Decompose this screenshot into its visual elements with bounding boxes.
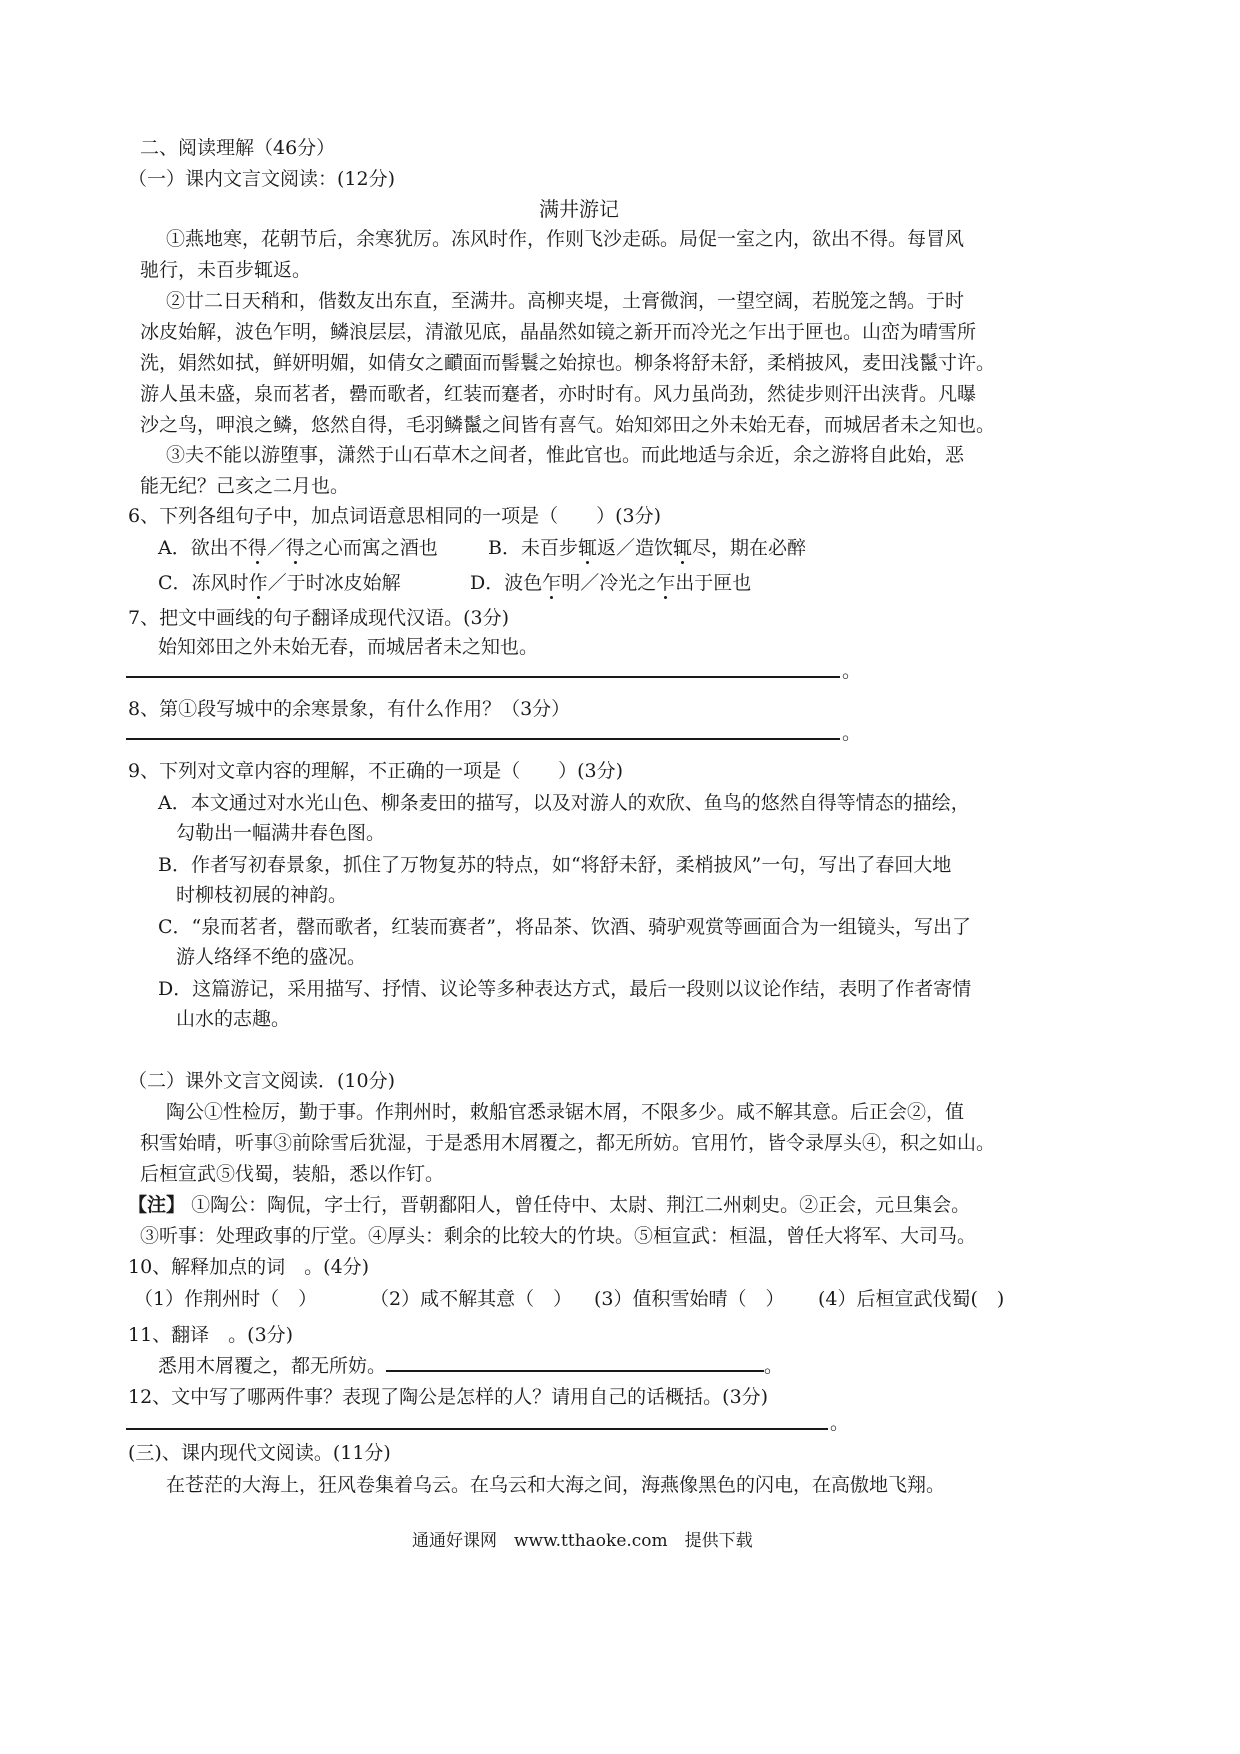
option-text: 尽，期在必醉 xyxy=(692,537,807,559)
q12-stem: 12、文中写了哪两件事？表现了陶公是怎样的人？请用自己的话概括。(3分) xyxy=(128,1386,769,1408)
option-text: A．欲出不 xyxy=(158,537,248,559)
option-text: 之心而寓之酒也 xyxy=(304,537,438,559)
passage2-line: 陶公①性检厉，勤于事。作荆州时，敕船官悉录锯木屑，不限多少。咸不解其意。后正会②，值 xyxy=(166,1101,965,1123)
passage1-line: ③夫不能以游堕事，潇然于山石草木之间者，惟此官也。而此地适与余近，余之游将自此始，恶 xyxy=(166,444,965,466)
note-line xyxy=(128,1192,970,1218)
page-footer: 通通好课网 www.tthaoke.com 提供下载 xyxy=(412,1531,753,1551)
q6-stem: 6、下列各组句子中，加点词语意思相同的一项是（ ）(3分) xyxy=(128,505,662,527)
option-text: 出于匣也 xyxy=(675,572,752,594)
q11-sentence: 悉用木屑覆之，都无所妨。 xyxy=(158,1355,387,1377)
q12-answer-line[interactable] xyxy=(126,1428,828,1430)
period-mark: 。 xyxy=(842,660,862,682)
q7-sentence: 始知郊田之外未始无春，而城居者未之知也。 xyxy=(158,636,539,658)
dotted-word: 辄 xyxy=(673,537,693,559)
q8-stem: 8、第①段写城中的余寒景象，有什么作用？（3分） xyxy=(128,698,571,720)
q9-option-line: B．作者写初春景象，抓住了万物复苏的特点，如“将舒未舒，柔梢披风”一句，写出了春回大地 xyxy=(158,854,952,876)
section-title: 二、阅读理解（46分） xyxy=(140,137,336,159)
passage1-line: 冰皮始解，波色乍明，鳞浪层层，清澈见底，晶晶然如镜之新开而冷光之乍出于匣也。山峦为晴雪所 xyxy=(140,321,977,343)
passage1-line: 洗，娟然如拭，鲜妍明媚，如倩女之靧面而髻鬟之始掠也。柳条将舒未舒，柔梢披风，麦田浅鬣寸许。 xyxy=(140,352,996,374)
dotted-word: 辄 xyxy=(577,537,597,559)
passage1-line: 驰行，未百步辄返。 xyxy=(140,259,312,281)
option-text: ／于时冰皮始解 xyxy=(267,572,401,594)
q10-item: (3）值积雪始晴（ ） xyxy=(594,1288,785,1310)
q9-stem: 9、下列对文章内容的理解，不正确的一项是（ ）(3分) xyxy=(128,760,624,782)
q9-option-line: 勾勒出一幅满井春色图。 xyxy=(176,822,386,844)
q10-stem: 10、解释加点的词 。(4分) xyxy=(128,1256,370,1278)
q7-stem: 7、把文中画线的句子翻译成现代汉语。(3分) xyxy=(128,607,510,629)
q9-option-line: 游人络绎不绝的盛况。 xyxy=(176,946,367,968)
option-text: B．未百步 xyxy=(488,537,578,559)
q10-item: (4）后桓宣武伐蜀( ) xyxy=(818,1288,1005,1310)
q9-option-line: 山水的志趣。 xyxy=(176,1008,291,1030)
dotted-word: 作 xyxy=(248,572,268,594)
passage1-line: ②廿二日天稍和，偕数友出东直，至满井。高柳夹堤，土膏微润，一望空阔，若脱笼之鹄。于时 xyxy=(166,290,965,312)
passage2-line: 积雪始晴，听事③前除雪后犹湿，于是悉用木屑覆之，都无所妨。官用竹，皆令录厚头④，积之如山。 xyxy=(140,1132,996,1154)
option-text: C．冻风时 xyxy=(158,572,249,594)
passage1-line: 能无纪？己亥之二月也。 xyxy=(140,475,350,497)
q8-answer-line[interactable] xyxy=(126,738,840,740)
q9-option-line: C．“泉而茗者，罄而歌者，红装而赛者”，将品茶、饮酒、骑驴观赏等画面合为一组镜头，写出了 xyxy=(158,916,971,938)
q10-item: （2）咸不解其意（ ） xyxy=(370,1288,573,1310)
part3-heading: (三)、课内现代文阅读。(11分) xyxy=(128,1442,391,1464)
q11-sentence-row xyxy=(158,1352,783,1379)
part1-heading: （一）课内文言文阅读：(12分) xyxy=(128,168,396,190)
passage1-line: 沙之鸟，呷浪之鳞，悠然自得，毛羽鳞鬣之间皆有喜气。始知郊田之外未始无春，而城居者未之知也。 xyxy=(140,414,996,436)
passage2-line: 后桓宣武⑤伐蜀，装船，悉以作钉。 xyxy=(140,1163,445,1185)
dotted-word: 乍 xyxy=(656,572,676,594)
q7-answer-line[interactable] xyxy=(126,676,840,678)
period-mark: 。 xyxy=(842,722,862,744)
q10-item: （1）作荆州时（ ） xyxy=(134,1288,318,1310)
dotted-word: 得 xyxy=(247,537,267,559)
option-text: ／ xyxy=(266,537,286,559)
q11-answer-line[interactable] xyxy=(386,1352,764,1372)
note-text: ①陶公：陶侃，字士行，晋朝鄱阳人，曾任侍中、太尉、荆江二州刺史。②正会，元旦集会。 xyxy=(191,1194,971,1216)
option-text: D．波色 xyxy=(470,572,543,594)
passage3-line: 在苍茫的大海上，狂风卷集着乌云。在乌云和大海之间，海燕像黑色的闪电，在高傲地飞翔。 xyxy=(166,1474,946,1496)
period-mark: 。 xyxy=(764,1355,784,1377)
article-title: 满井游记 xyxy=(539,197,619,221)
option-text: 返／造饮 xyxy=(596,537,673,559)
q9-option-line: D．这篇游记，采用描写、抒情、议论等多种表达方式，最后一段则以议论作结，表明了作者寄情 xyxy=(158,978,972,1000)
q9-option-line: A．本文通过对水光山色、柳条麦田的描写，以及对游人的欢欣、鱼鸟的悠然自得等情态的描绘， xyxy=(158,792,970,814)
dotted-word: 乍 xyxy=(542,572,562,594)
q9-option-line: 时柳枝初展的神韵。 xyxy=(176,884,348,906)
part2-heading: （二）课外文言文阅读．(10分) xyxy=(128,1070,396,1092)
passage1-line: 游人虽未盛，泉而茗者，罍而歌者，红装而蹇者，亦时时有。风力虽尚劲，然徒步则汗出浃背。凡曝 xyxy=(140,383,977,405)
q6-option-b xyxy=(488,535,806,561)
note-line: ③听事：处理政事的厅堂。④厚头：剩余的比较大的竹块。⑤桓宣武：桓温，曾任大将军、大司马。 xyxy=(140,1225,977,1247)
q6-option-d xyxy=(470,570,751,596)
note-label: 【注】 xyxy=(128,1194,186,1216)
passage1-line: ①燕地寒，花朝节后，余寒犹厉。冻风时作，作则飞沙走砾。局促一室之内，欲出不得。每冒风 xyxy=(166,228,965,250)
dotted-word: 得 xyxy=(285,537,305,559)
period-mark: 。 xyxy=(830,1412,850,1434)
q11-stem: 11、翻译 。(3分) xyxy=(128,1324,294,1346)
q6-option-c xyxy=(158,570,401,596)
q6-option-a xyxy=(158,535,438,561)
option-text: 明／冷光之 xyxy=(561,572,657,594)
